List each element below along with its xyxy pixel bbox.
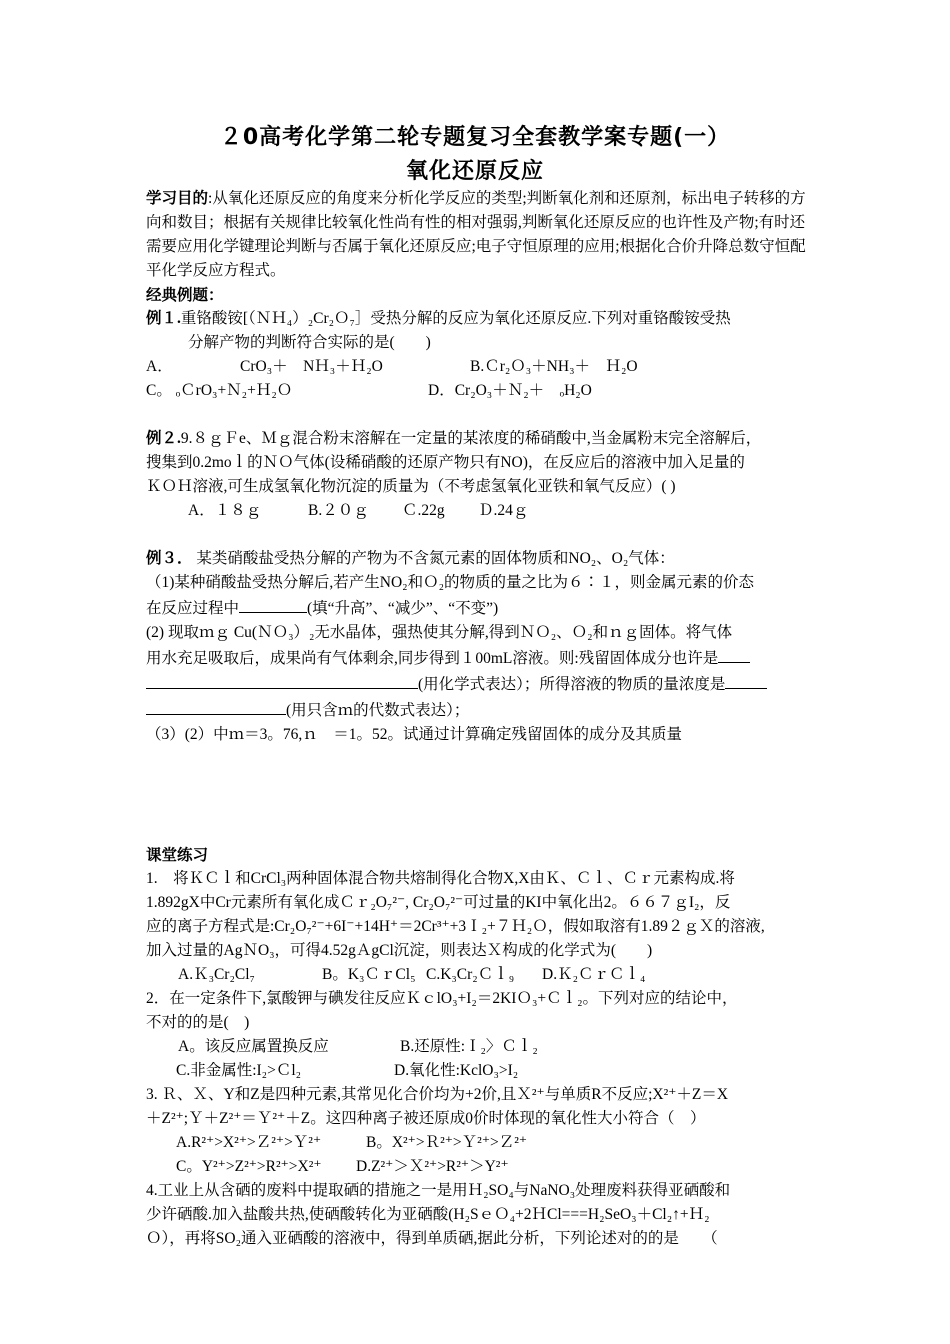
- page-title: ２0高考化学第二轮专题复习全套教学案专题(一）: [219, 125, 731, 150]
- example1-stem: [146, 307, 810, 331]
- practice3-option-a: A.R²⁺>X²⁺>Ｚ²⁺>Ｙ²⁺: [176, 1134, 322, 1151]
- example2-text1: 9.８ｇＦe、Ｍｇ混合粉末溶解在一定量的某浓度的稀硝酸中,当金属粉末完全溶解后，: [180, 430, 762, 447]
- practice1-options: [146, 963, 810, 987]
- example3-q1-pre: 在反应过程中: [146, 600, 240, 617]
- example2-option-c: Ｃ.22g: [402, 502, 445, 519]
- objectives-paragraph: [146, 186, 810, 283]
- practice2-option-b: B.还原性:Ｉ₂〉Ｃｌ₂: [400, 1038, 538, 1055]
- example3-q1-post: (填“升高”、“减少”、“不变”): [307, 600, 499, 617]
- example1-option-a-key: A．: [146, 358, 173, 375]
- practice1-option-b: B。K₃ＣｒCl₅: [322, 966, 416, 983]
- answer-blank[interactable]: [718, 645, 750, 663]
- objectives-label: 学习目的: [146, 189, 209, 207]
- example3-q2-line4: [146, 697, 810, 723]
- practice1-line4: 加入过量的AgＮO₃，可得4.52gＡgCl沉淀，则表达Ｘ构成的化学式为( ): [146, 942, 653, 959]
- example1-option-c: C。 ₒＣrO₃+Ｎ₂+Ｈ₂Ｏ: [146, 382, 293, 399]
- example3-q2-line3: [146, 671, 810, 697]
- spacer: [146, 819, 810, 843]
- practice2-option-d: D.氧化性:KclO₃>I₂: [394, 1062, 519, 1079]
- spacer: [146, 747, 810, 819]
- example3-q1-line1: （1)某种硝酸盐受热分解后,若产生NO₂和Ｏ₂的物质的量之比为６∶１，则金属元素的价态: [146, 574, 754, 591]
- document-body: [146, 186, 810, 1251]
- practice1-option-a: A.Ｋ₃Cr₂Cl₇: [178, 966, 255, 983]
- example1-label: 例１.: [146, 310, 181, 327]
- practice2-line1: 2．在一定条件下,氯酸钾与碘发往反应ＫｃlO₃+I₂＝2KIＯ₃+Ｃｌ₂。下列对应的结论中，: [146, 990, 738, 1007]
- example1-stem-line2: 分解产物的判断符合实际的是( ): [188, 334, 431, 351]
- page-subtitle: 氧化还原反应: [405, 159, 544, 184]
- practice3-option-c: C。Y²⁺>Z²⁺>R²⁺>X²⁺: [176, 1158, 322, 1175]
- example3-q2-text: 用水充足吸取后，成果尚有气体剩余,同步得到１00mL溶液。则:残留固体成分也许是: [146, 650, 719, 667]
- example1-options-row1: [146, 355, 810, 379]
- example1-option-d: D．Cr₂O₃＋Ｎ₂＋ ₒH₂O: [428, 382, 592, 399]
- example1-option-a: CrO₃＋ NＨ₃＋Ｈ₂O: [240, 358, 383, 375]
- example3-q2-text3: (用只含ｍ的代数式表达）；: [286, 702, 470, 719]
- practice-heading: 课堂练习: [146, 846, 209, 864]
- example3-q1-line2: [146, 595, 810, 621]
- example2-option-a: A．１８ｇ: [188, 502, 262, 519]
- answer-blank[interactable]: [146, 671, 418, 689]
- practice2-options-row1: [146, 1035, 810, 1059]
- spacer: [146, 403, 810, 427]
- practice4-line3: Ｏ），再将SO₂通入亚硒酸的溶液中，得到单质硒,据此分析，下列论述对的的是 （: [146, 1230, 718, 1247]
- practice2-option-c: C.非金属性:I₂>Ｃl₂: [176, 1062, 302, 1079]
- practice3-line1: 3. Ｒ、Ｘ、Y和Z是四种元素,其常见化合价均为+2价,且Ｘ²⁺与单质R不反应;X²⁺＋Z＝X: [146, 1086, 729, 1103]
- answer-blank[interactable]: [239, 595, 307, 613]
- practice3-option-b: B。X²⁺>Ｒ²⁺>Ｙ²⁺>Ｚ²⁺: [366, 1134, 528, 1151]
- example2-options: [146, 499, 810, 523]
- example3-q2-line2: [146, 645, 810, 671]
- example3-text1: 某类硝酸盐受热分解的产物为不含氮元素的固体物质和NO₂、O₂气体：: [192, 550, 675, 567]
- example2-option-d: Ｄ.24ｇ: [478, 502, 529, 519]
- practice3-options-row1: [146, 1131, 810, 1155]
- answer-blank[interactable]: [146, 697, 286, 715]
- practice3-line2: ＋Z²⁺;Ｙ＋Z²⁺＝Ｙ²⁺＋Z。这四种离子被还原成0价时体现的氧化性大小符合（ ）: [146, 1110, 706, 1127]
- practice3-option-d: D.Z²⁺＞Ｘ²⁺>R²⁺＞Y²⁺: [356, 1158, 509, 1175]
- practice2-option-a: A。该反应属置换反应: [178, 1038, 329, 1055]
- example2-line2: 搜集到0.2moｌ的ＮＯ气体(设稀硝酸的还原产物只有NO)，在反应后的溶液中加入足量的: [146, 454, 745, 471]
- example3-q2-text2: (用化学式表达）；所得溶液的物质的量浓度是: [418, 676, 726, 693]
- example2-line3: ＫＯＨ溶液,可生成氢氧化物沉淀的质量为（不考虑氢氧化亚铁和氧气反应）( ): [146, 478, 676, 495]
- practice1-option-c: C.K₃Cr₂Ｃｌ₉: [426, 966, 515, 983]
- example1-options-row2: [146, 379, 810, 403]
- practice1-line1: 1. 将ＫＣｌ和CrCl₃两种固体混合物共熔制得化合物X,X由Ｋ、Ｃｌ、Ｃｒ元素构成.将: [146, 870, 735, 887]
- example3-q3: （3）(2）中ｍ＝3。76,ｎ ＝1。52。试通过计算确定残留固体的成分及其质量: [146, 726, 683, 743]
- examples-heading: 经典例题：: [146, 286, 224, 304]
- example2-line1: [146, 427, 810, 451]
- example2-label: 例２.: [146, 430, 181, 447]
- example3-label: 例３．: [146, 550, 193, 567]
- practice1-line2: 1.892gX中Cr元素所有氧化成Ｃｒ₂O₇²⁻, Cr₂O₇²⁻可过量的KI中氧化出2。６６７ｇI₂，反: [146, 894, 731, 911]
- practice4-line1: 4.工业上从含硒的废料中提取硒的措施之一是用Ｈ₂SO₄与NaNO₃处理废料获得亚硒酸和: [146, 1182, 731, 1199]
- practice4-line2: 少许硒酸.加入盐酸共热,使硒酸转化为亚硒酸(H₂SｅＯ₄+2ＨCl===H₂SeO₃＋Cl₂↑+Ｈ₂: [146, 1206, 710, 1223]
- practice1-line3: 应的离子方程式是:Cr₂O₇²⁻+6I⁻+14H⁺＝2Cr³⁺+3Ｉ₂+７Ｈ₂Ｏ，假如取溶有1.89２ｇＸ的溶液,: [146, 918, 765, 935]
- objectives-text: :从氧化还原反应的角度来分析化学反应的类型;判断氧化剂和还原剂，标出电子转移的方向和数目；根据有关规律比较氧化性尚有性的相对强弱,判断氧化还原反应的也许性及产物;有时还需要应用化学键理论判断与否属于氧化还原反应;电子守恒原理的应用;根据化合价升降总数守恒配平化学反应方程式。: [146, 190, 806, 279]
- practice3-options-row2: [146, 1155, 810, 1179]
- practice2-options-row2: [146, 1059, 810, 1083]
- example3-line1: [146, 547, 810, 571]
- spacer: [146, 523, 810, 547]
- practice1-option-d: D.Ｋ₂ＣｒＣｌ₄: [542, 966, 646, 983]
- example1-stem-line1: 重铬酸铵[（ＮＨ₄）₂Cr₂Ｏ₇］受热分解的反应为氧化还原反应.下列对重铬酸铵受热: [180, 310, 731, 327]
- practice2-line2: 不对的的是( ): [146, 1014, 250, 1031]
- example3-q2-line1: (2) 现取ｍｇ Cu(ＮＯ₃）₂无水晶体，强热使其分解,得到ＮＯ₂、Ｏ₂和ｎｇ固体。将气体: [146, 624, 733, 641]
- example1-option-b: B.Ｃr₂Ｏ₃＋NH₃＋ Ｈ₂O: [470, 358, 638, 375]
- answer-blank[interactable]: [725, 671, 767, 689]
- example2-option-b: B.２０ｇ: [308, 502, 369, 519]
